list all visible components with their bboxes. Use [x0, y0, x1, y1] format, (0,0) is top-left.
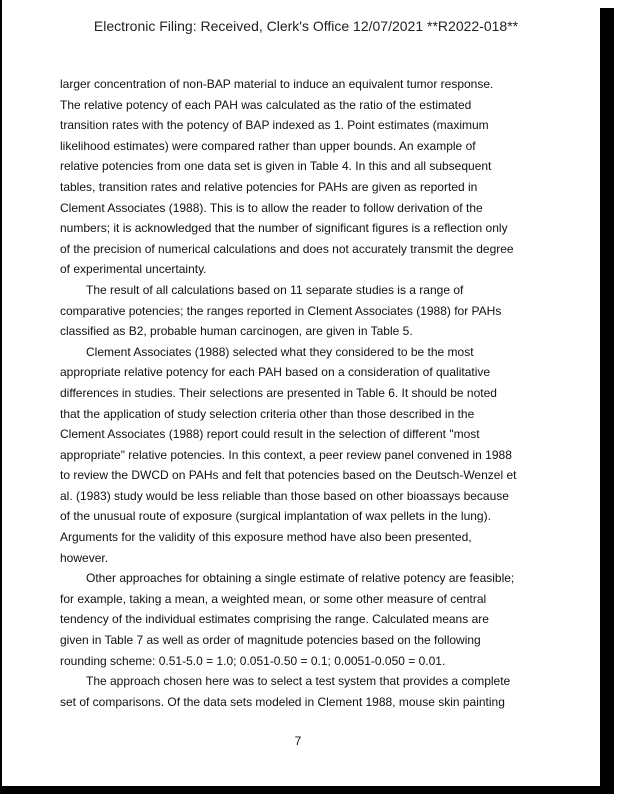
text-line: likelihood estimates) were compared rather than upper bounds. An example of [60, 138, 476, 153]
text-line: appropriate" relative potencies. In this context, a peer review panel convened in 1988 [60, 447, 512, 462]
text-line: tables, transition rates and relative potencies for PAHs are given as reported in [60, 179, 478, 194]
scan-border-right [600, 8, 614, 793]
paragraph-start-line: The approach chosen here was to select a test system that provides a complete [86, 674, 511, 689]
text-line: larger concentration of non-BAP material to induce an equivalent tumor response. [60, 77, 494, 91]
paragraph-start-line: Clement Associates (1988) selected what they considered to be the most [86, 344, 474, 359]
text-line: Clement Associates (1988). This is to allow the reader to follow derivation of the [60, 200, 483, 215]
text-line: of the unusual route of exposure (surgical implantation of wax pellets in the lung). [60, 509, 491, 524]
text-line: given in Table 7 as well as order of magnitude potencies based on the following [60, 633, 481, 648]
text-line: rounding scheme: 0.51-5.0 = 1.0; 0.051-0.50 = 0.1; 0.0051-0.050 = 0.01. [60, 653, 446, 668]
text-line: appropriate relative potency for each PAH based on a consideration of qualitative [60, 365, 491, 380]
text-line: al. (1983) study would be less reliable than those based on other bioassays because [60, 488, 509, 503]
scan-border-left [0, 0, 2, 794]
filing-header: Electronic Filing: Received, Clerk's Office 12/07/2021 **R2022-018** [93, 18, 519, 34]
text-line: The relative potency of each PAH was calculated as the ratio of the estimated [60, 97, 472, 112]
paragraph-start-line: The result of all calculations based on 11 separate studies is a range of [86, 282, 464, 297]
text-line: classified as B2, probable human carcinogen, are given in Table 5. [60, 324, 413, 339]
body-text [60, 74, 540, 712]
text-line: differences in studies. Their selections are presented in Table 6. It should be noted [60, 385, 497, 400]
paragraph-start-line: Other approaches for obtaining a single estimate of relative potency are feasible; [86, 571, 515, 586]
text-line: Arguments for the validity of this exposure method have also been presented, [60, 530, 472, 545]
text-line: of experimental uncertainty. [60, 262, 207, 277]
text-line: set of comparisons. Of the data sets modeled in Clement 1988, mouse skin painting [60, 694, 505, 709]
text-line: comparative potencies; the ranges reported in Clement Associates (1988) for PAHs [60, 303, 502, 318]
page-number: 7 [294, 734, 302, 748]
scan-border-bottom [0, 786, 614, 794]
text-line: for example, taking a mean, a weighted mean, or some other measure of central [60, 591, 487, 606]
text-line: tendency of the individual estimates comprising the range. Calculated means are [60, 612, 489, 627]
text-line: of the precision of numerical calculations and does not accurately transmit the degree [60, 241, 514, 256]
text-line: Clement Associates (1988) report could result in the selection of different "most [60, 427, 480, 442]
text-line: numbers; it is acknowledged that the number of significant figures is a reflection only [60, 221, 508, 236]
text-line: that the application of study selection criteria other than those described in the [60, 406, 475, 421]
text-line: to review the DWCD on PAHs and felt that potencies based on the Deutsch-Wenzel et [60, 468, 517, 483]
text-line: relative potencies from one data set is given in Table 4. In this and all subsequent [60, 159, 492, 174]
text-line: transition rates with the potency of BAP indexed as 1. Point estimates (maximum [60, 118, 489, 133]
text-line: however. [60, 550, 109, 565]
